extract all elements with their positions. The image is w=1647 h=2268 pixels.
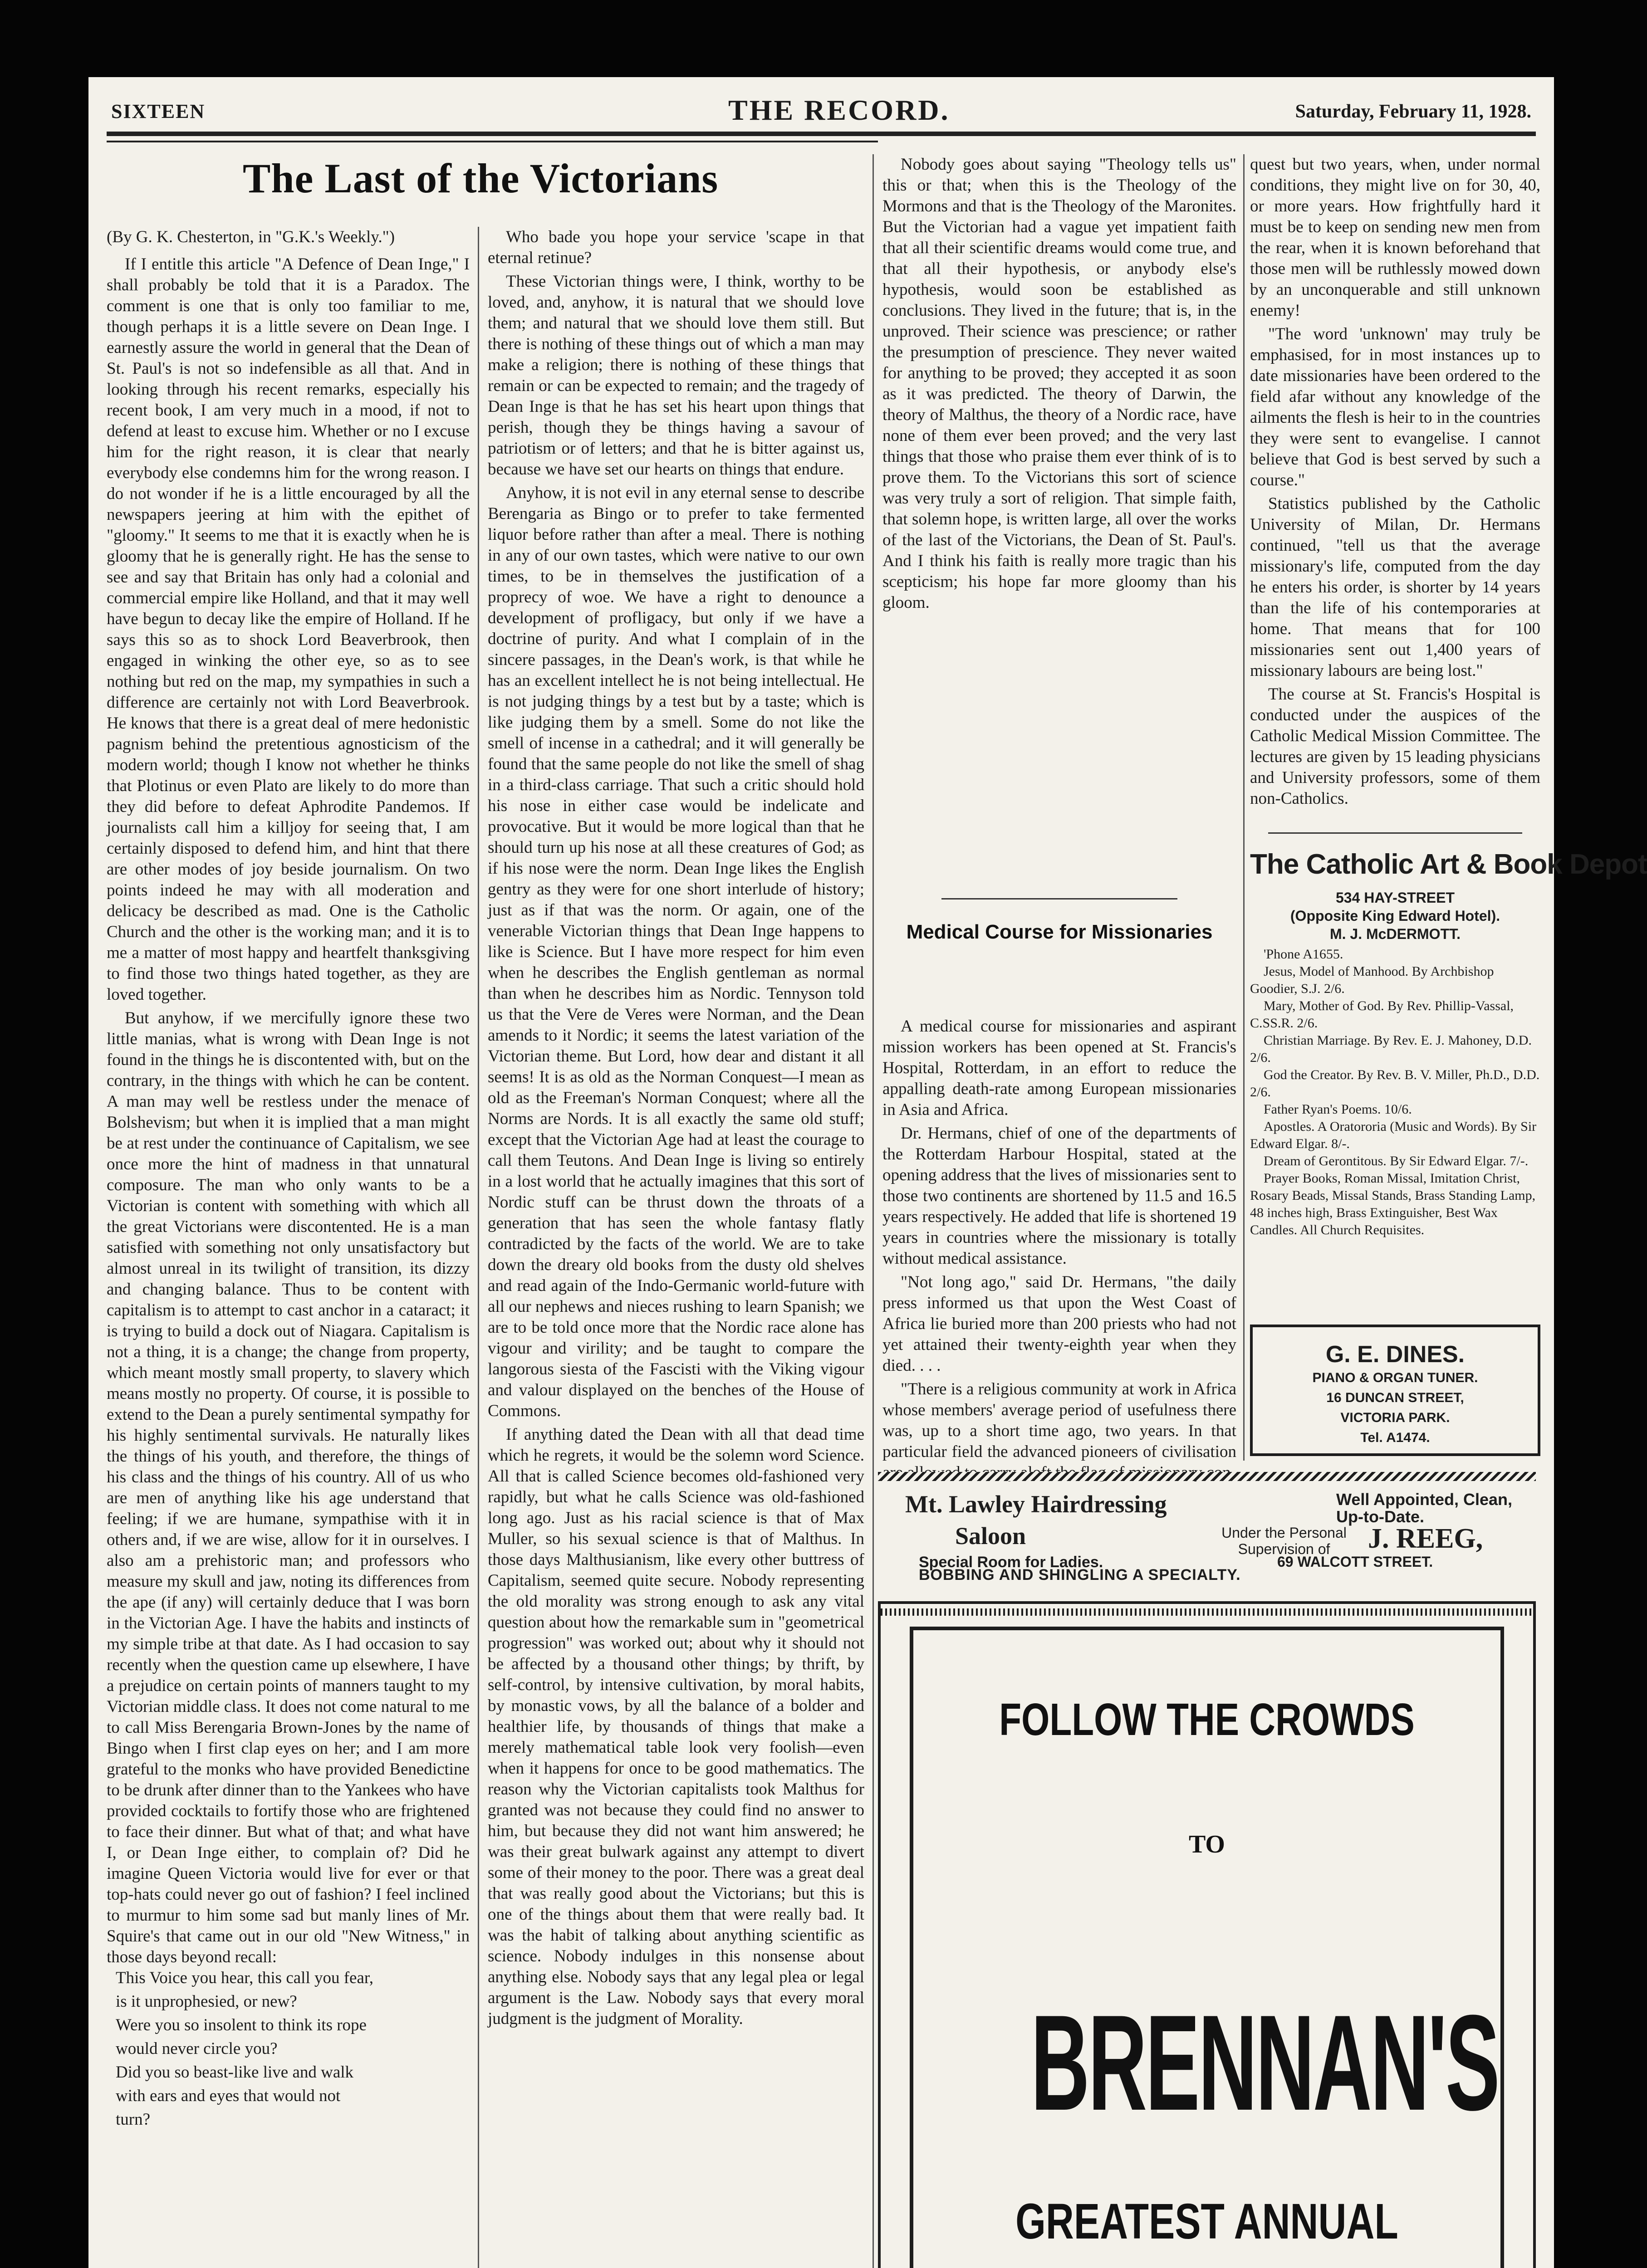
brennans-sale-ad xyxy=(878,1601,1536,2268)
ad-address: 534 HAY-STREET xyxy=(1335,890,1455,906)
article-paragraph: Dr. Hermans, chief of one of the departments of the Rotterdam Harbour Hospital, stated at the opening address that the lives of missionaries sent to those two continents are shortened by 11.5 and 16.5 years respectively. He added that life is shortened 19 years in countries where the missionary is totally without medical assistance. xyxy=(882,1124,1236,1268)
ad-item: God the Creator. By Rev. B. V. Miller, Ph.D., D.D. 2/6. xyxy=(1250,1067,1540,1100)
ad-item: Dream of Gerontitous. By Sir Edward Elgar. 7/-. xyxy=(1264,1154,1529,1168)
poem-line: This Voice you hear, this call you fear, xyxy=(116,1969,373,1987)
ad-special: Special Room for Ladies. xyxy=(919,1554,1103,1571)
ad-trade: PIANO & ORGAN TUNER. xyxy=(1312,1370,1478,1385)
article-paragraph: "The word 'unknown' may truly be emphasised, for in most instances up to date missionaries have been ordered to the field afar without any knowledge of the ailments the flesh is heir to in the countries they were sent to evangelise. I cannot believe that God is best served by such a course." xyxy=(1250,325,1540,489)
article-paragraph: Anyhow, it is not evil in any eternal sense to describe Berengaria as Bingo or to prefer to take fermented liquor before rather than after a meal. There is nothing in any of our own tastes, which were native to our own times, to be in themselves the justification of a proprecy of woe. We have a right to denounce a development of profligacy, but only if we have a doctrine of purity. And what I complain of in the sincere passages, in the Dean's work, is that while he has an excellent intellect he is not being intellectual. He is not judging things by a test but by a taste; which is like judging them by a smell. Some do not like the smell of incense in a cathedral; and it will generally be found that the same people do not like the smell of shag in a third-class carriage. That such a critic should hold his nose in either case would be indelicate and provocative. But it would be more logical than that he should turn up his nose at all these creatures of God; as if his nose were the norm. Dean Inge likes the English gentry as they were for one short interlude of history; just as if that was the norm. Or again, one of the venerable Victorian things that Dean Inge happens to like is Science. But I have more respect for him even when he describes the English gentleman as normal than when he describes him as Nordic. Tennyson told us that the Vere de Veres were Norman, and the Dean amends to it Nordic; it seems the latest variation of the Victorian theme. But Lord, how dear and distant it all seems! It is as old as the Norman Conquest—I mean as old as the Freeman's Norman Conquest; where all the Norms are Nords. It is all exactly the same old stuff; except that the Victorian Age had at least the courage to call them Teutons. And Dean Inge is living so entirely in a lost world that he actually imagines that this sort of Nordic stuff can be thrust down the throats of a generation that has seen the whole fantasy flatly contradicted by the facts of the world. We are to take down the dreary old books from the dusty old shelves and read again of the Indo-Germanic world-future with all our nephews and nieces rushing to learn Spanish; we are to be told once more that the Nordic race alone has vigour and virility; and be taught to compare the langorous siesta of the Fascisti with the Viking vigour and valour displayed on the benches of the House of Commons. xyxy=(488,484,864,1420)
ad-line-greatest: GREATEST ANNUAL xyxy=(1015,2194,1398,2249)
article-paragraph: If anything dated the Dean with all that dead time which he regrets, it would be the solemn word Science. All that is called Science becomes old-fashioned very rapidly, but what he calls Science was old-fashioned long ago. Just as his racial science is that of Max Muller, so his sexual science is that of Malthus. In those days Malthusianism, like every other buttress of Capitalism, seemed quite secure. Nobody representing the old morality was strong enough to ask any vital question about how the remarkable sum in "geometrical progression" was worked out; about why it should not be affected by a thousand other things; by thrift, by self-control, by intensive cultivation, by moral habits, by monastic vows, by all the balance of a bolder and healthier life, by thousands of things that make a merely mathematical table look very foolish—even when it happens for once to be good mathematics. The reason why the Victorian capitalists took Malthus for granted was not because they could find no answer to him, but because they did not want him answered; he was their great bulwark against any attempt to divert some of their money to the poor. There was a great deal that was really good about the Victorians; but this is one of the things about them that were really bad. It was the habit of talking about anything scientific as science. Nobody indulges in this nonsense about anything else. Nobody says that any legal plea or legal argument is the Law. Nobody says that every moral judgment is the judgment of Morality. xyxy=(488,1425,864,2028)
ad-name: Mt. Lawley Hairdressing xyxy=(905,1491,1167,1518)
issue-date: Saturday, February 11, 1928. xyxy=(1295,101,1531,122)
article-headline: The Last of the Victorians xyxy=(243,155,719,201)
ad-proprietor: J. REEG, xyxy=(1368,1523,1483,1554)
article-paragraph: quest but two years, when, under normal conditions, they might live on for 30, 40, or more years. How frightfully hard it must be to keep on sending new men from the rear, when it is known beforehand that those men will be ruthlessly mowed down by an unconquerable and still unknown enemy! xyxy=(1250,155,1540,320)
ad-item-list xyxy=(1250,946,1540,1239)
ad-supervision: Under the Personal Supervision of xyxy=(1221,1525,1347,1557)
newspaper-page xyxy=(88,77,1647,2268)
ad-address: 16 DUNCAN STREET, xyxy=(1326,1390,1464,1405)
ad-line-brennans: BRENNAN'S xyxy=(1030,1986,1499,2139)
ad-title: The Catholic Art & Book Depot xyxy=(1250,849,1647,880)
poem-line: Did you so beast-like live and walk xyxy=(116,2063,354,2082)
page-number: SIXTEEN xyxy=(111,100,206,122)
ad-telephone: Tel. A1474. xyxy=(1360,1430,1430,1445)
poem-line: turn? xyxy=(116,2110,151,2129)
ad-opposite: (Opposite King Edward Hotel). xyxy=(1290,908,1500,924)
column-divider xyxy=(873,154,874,2268)
medical-course-headline: Medical Course for Missionaries xyxy=(906,921,1213,943)
ad-name-2: Saloon xyxy=(955,1522,1026,1549)
ad-specialty: BOBBING AND SHINGLING A SPECIALTY. xyxy=(919,1566,1241,1584)
ad-item: Mary, Mother of God. By Rev. Phillip-Vassal, C.SS.R. 2/6. xyxy=(1250,998,1514,1031)
poem-line: would never circle you? xyxy=(116,2039,278,2058)
article-column-3 xyxy=(882,154,1236,857)
poem-line: is it unprophesied, or new? xyxy=(116,1992,297,2011)
article-paragraph: Statistics published by the Catholic University of Milan, Dr. Hermans continued, "tell us that the average missionary's life, computed from the day he enters his order, is shorter by 14 years than the life of his contemporaries at home. That means that for 100 missionaries sent out 1,400 years of missionary labours are being lost." xyxy=(1250,494,1540,680)
masthead-rule-thin xyxy=(107,141,878,142)
section-divider xyxy=(941,898,1177,899)
article-paragraph: Nobody goes about saying "Theology tells us" this or that; when this is the Theology of the Mormons and that is the Theology of the Maronites. But the Victorian had a vague yet impatient faith that all their scientific dreams would come true, and that all their hypothesis, or anybody else's hypothesis, would soon be established as conclusions. They lived in the future; that is, in the unproved. Their science was prescience; or rather the presumption of prescience. They never waited for anything to be proved; they accepted it as soon as it was predicted. The theory of Darwin, the theory of Malthus, the theory of a Nordic race, have none of them ever been proved; and the very last things that those who praise them ever think of is to prove them. To the Victorians this sort of science was very truly a sort of religion. That simple faith, that solemn hope, is written large, all over the works of the last of the Victorians, the Dean of St. Paul's. And I think his faith is really more tragic than his scepticism; his hope far more gloomy than his gloom. xyxy=(882,155,1236,612)
medical-column-1 xyxy=(882,1016,1236,1542)
article-paragraph: These Victorian things were, I think, worthy to be loved, and, anyhow, it is natural that we should love them; and natural that we should love them still. But there is nothing of these things out of which a man may make a religion; there is nothing of these things that remain or can be expected to remain; and the tragedy of Dean Inge is that he has set his heart upon things that perish, though they be things having a savour of patriotism or of letters; and that he is bitter against us, because we have set our hearts on things that endure. xyxy=(488,272,864,479)
catholic-book-depot-ad xyxy=(1250,848,1647,1302)
section-divider xyxy=(1268,832,1522,834)
ad-item: Apostles. A Oratororia (Music and Words). By Sir Edward Elgar. 8/-. xyxy=(1250,1119,1537,1151)
decorative-border xyxy=(878,1472,1536,1481)
article-paragraph: A medical course for missionaries and aspirant mission workers has been opened at St. Francis's Hospital, Rotterdam, in an effort to reduce the appalling death-rate among European missionaries in Asia and Africa. xyxy=(882,1017,1236,1119)
ad-suburb: VICTORIA PARK. xyxy=(1340,1410,1450,1425)
ad-item: Jesus, Model of Manhood. By Archbishop Goodier, S.J. 2/6. xyxy=(1250,964,1494,996)
ad-proprietor: M. J. McDERMOTT. xyxy=(1329,926,1461,942)
masthead xyxy=(107,91,1536,127)
ad-name: G. E. DINES. xyxy=(1325,1341,1465,1368)
article-column-1 xyxy=(107,227,470,2268)
ad-phone: 'Phone A1655. xyxy=(1264,947,1343,962)
article-paragraph: "Not long ago," said Dr. Hermans, "the daily press informed us that upon the West Coast of Africa lie buried more than 200 priests who had not yet attained their twenty-eighth year when they died. . . . xyxy=(882,1273,1236,1375)
ad-street: 69 WALCOTT STREET. xyxy=(1277,1554,1433,1570)
article-paragraph: But anyhow, if we mercifully ignore these two little manias, what is wrong with Dean Inge is not found in the things he is discontented with, but on the contrary, in the things with which he can be content. A man may well be restless under the menace of Bolshevism; but when it is implied that a man might be at rest under the continuance of Capitalism, we see once more the hint of madness in that unnatural composure. The man who only wants to be a Victorian is content with something with which all the great Victorians were discontented. He is a man satisfied with something not only unsatisfactory but almost unreal in its twilight of transition, its dizzy and changing balance. Thus to be content with capitalism is to attempt to cast anchor in a cataract; it is trying to build a dock out of Niagara. Capitalism is not a thing, it is a change; the change from property, which meant mostly small property, to slavery which means mostly no property. Of course, it is possible to extend to the Dean a purely sentimental sympathy for his highly sentimental survivals. He naturally likes the things of his youth, and therefore, the things of his class and the things of his country. All of us who are men of anything like his age understand that feeling; if we are humane, sympathise with it in others and, if we are wise, allow for it in ourselves. I also am a prehistoric man; and professors who measure my skull and jaw, noting its differences from the ape (if any) will certainly deduce that I was born in the Victorian Age. I have the habits and instincts of my simple tribe at that date. As I had occasion to say recently when the question came up elsewhere, I have a prejudice on certain points of manners taught to my Victorian middle class. It does not come natural to me to call Miss Berengaria Brown-Jones by the name of Bingo when I first clap eyes on her; and I am more grateful to the monks who have provided Benedictine to be drunk after dinner than to the Yankees who have provided cocktails to fortify those who are frightened to face their dinner. But what of that; and what have I, or Dean Inge either, to complain of? Did he imagine Queen Victoria would live for ever or that top-hats could never go out of fashion? I feel inclined to murmur to him some sad but manly lines of Mr. Squire's that came out in our old "New Witness," in those days beyond recall: xyxy=(107,1009,470,1966)
column-divider xyxy=(478,227,479,2268)
article-paragraph: The course at St. Francis's Hospital is conducted under the auspices of the Catholic Medical Mission Committee. The lectures are given by 15 leading physicians and University professors, some of them non-Catholics. xyxy=(1250,685,1540,808)
ad-item: Christian Marriage. By Rev. E. J. Mahoney, D.D. 2/6. xyxy=(1250,1033,1532,1065)
article-paragraph: "There is a religious community at work in Africa whose members' average period of usefulness there was, up to a short time ago, two years. In that particular field the advanced pioneers of civilisation xyxy=(882,1380,1236,1461)
decorative-border xyxy=(881,1608,1533,1616)
hairdressing-saloon-ad xyxy=(878,1472,1536,1585)
article-paragraph: Who bade you hope your service 'scape in that eternal retinue? xyxy=(488,228,864,267)
ad-tagline: Well Appointed, Clean, Up-to-Date. xyxy=(1336,1490,1513,1526)
ad-line-follow: FOLLOW THE CROWDS xyxy=(999,1694,1415,1745)
poem-line: Were you so insolent to think its rope xyxy=(116,2016,367,2034)
paper-name: THE RECORD. xyxy=(728,94,950,126)
article-column-2 xyxy=(488,227,864,2268)
poem xyxy=(107,1968,470,2130)
masthead-rule xyxy=(107,132,1536,136)
ad-item: Father Ryan's Poems. 10/6. xyxy=(1264,1102,1412,1117)
article-byline: (By G. K. Chesterton, in "G.K.'s Weekly.") xyxy=(107,228,395,246)
column-divider xyxy=(1243,154,1245,1461)
dines-piano-tuner-ad xyxy=(1250,1325,1540,1456)
ad-item: Prayer Books, Roman Missal, Imitation Christ, Rosary Beads, Missal Stands, Brass Standing Lamp, 48 inches high, Brass Extinguisher, Best Wax Candles. All Church Requisites. xyxy=(1250,1171,1536,1237)
medical-column-2 xyxy=(1250,154,1540,826)
ad-line-to: TO xyxy=(1189,1830,1225,1858)
poem-line: with ears and eyes that would not xyxy=(116,2087,341,2105)
article-paragraph: If I entitle this article "A Defence of Dean Inge," I shall probably be told that it is a Paradox. The comment is one that is only too familiar to me, though perhaps it is a little severe on Dean Inge. I earnestly assure the world in general that the Dean of St. Paul's is not so indefensible as all that. And in looking through his recent remarks, especially his recent book, I am very much in a mood, if not to defend at least to excuse him. Whether or no I excuse him for the right reason, it is clear that nearly everybody else condemns him for the wrong reason. I do not wonder if he is a little encouraged by all the newspapers jeering at him with the epithet of "gloomy." It seems to me that it is exactly when he is gloomy that he is generally right. He has the sense to see and say that Britain has only had a colonial and commercial empire like Holland, and that it may well have begun to decay like the empire of Holland. If he says this so as to shock Lord Beaverbrook, then engaged in winking the other eye, so as to see nothing but red on the map, my sympathies in such a difference are certainly not with Lord Beaverbrook. He knows that there is a great deal of mere hedonistic pagnism behind the pretentious agnosticism of the modern world; though I know not whether he thinks that Plotinus or even Plato are likely to do more than they did before to defeat Aphrodite Pandemos. If journalists call him a killjoy for seeing that, I am certainly disposed to defend him, and hint that there are other modes of joy beside journalism. On two points indeed he may with all moderation and delicacy be described as mad. One is the Catholic Church and the other is the working man; and it is to me a matter of most happy and heartfelt thanksgiving to find those two things hated together, as they are loved together. xyxy=(107,255,470,1004)
